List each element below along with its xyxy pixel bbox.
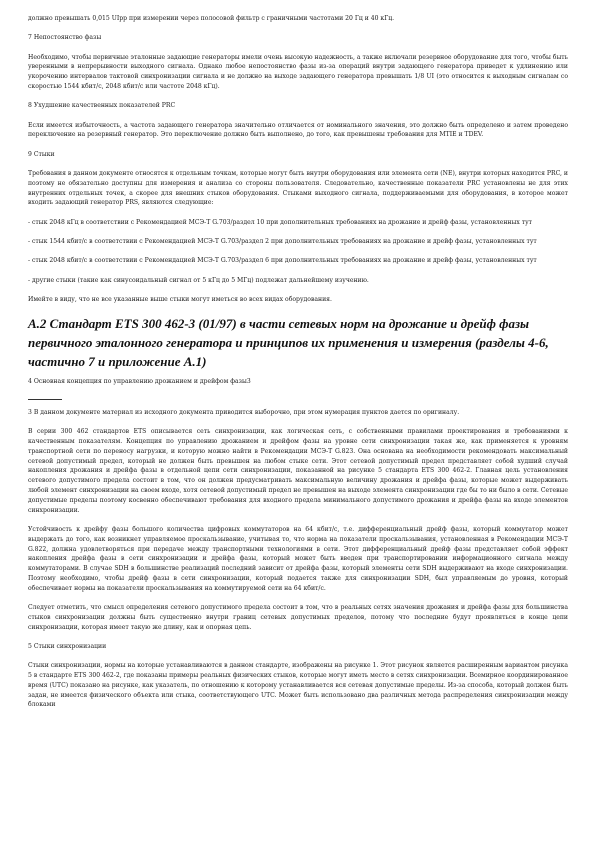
footnote: 3 В данном документе материал из исходного документа приводится выборочно, при этом нумерация пунктов дается по оригиналу. [28,408,460,416]
paragraph-9: Требования в данном документе относятся к отдельным точкам, которые могут быть внутри оборудования или элемента сети (NE), внутри которых находится PRC, и поэтому не обязательно доступны для измерения и анализа со стороны пользователя. Следовательно, качественные показатели PRC установлены не для этих внутренних отдельных точек, а скорее для внешних стыков оборудования. Стыками выходного сигнала, поддерживаемыми для оборудования, в которое может входить задающий генератор PRS, являются следующие: [28,169,568,207]
annex-title: А.2 Стандарт ETS 300 462-3 (01/97) в части сетевых норм на дрожание и дрейф фазы первичного эталонного генератора и принципов их применения и измерения (разделы 4-6, частично 7 и приложение А.1) [28,316,549,370]
document-page [28,14,568,720]
paragraph-limits: Следует отметить, что смысл определения сетевого допустимого предела состоит в том, что в реальных сетях значения дрожания и дрейфа фазы для большинства стыков синхронизации должны быть существенно внутри границ сетевых допустимых пределов, потому что последние будут проявляться в конце цепи синхронизации, которая имеет такую же длину, как и опорная цепь. [28,603,568,631]
paragraph-8: Если имеется избыточность, а частота задающего генератора значительно отличается от номинального значения, это должно быть определено и затем проведено переключение на резервный генератор. Это переключение должно быть выполнено, до того, как превышены требования для MTIE и TDEV. [28,121,568,139]
section-heading-8: 8 Ухудшение качественных показателей PRC [28,102,176,110]
paragraph-7: Необходимо, чтобы первичные эталонные задающие генераторы имели очень высокую надежность, а также включали резервное оборудование для того, чтобы быть уверенными в непрерывности выходного сигнала. Однако любое непостоянство фазы из-за операций внутри задающего генератора приведет к удлинению или укорочению интервалов тактовой синхронизации сигнала и не должно на выходе задающего генератора превышать 1/8 UI (это относится к выходным сигналам со скоростью 1544 кбит/с, 2048 кбит/с или частоте 2048 кГц). [28,53,568,90]
bullet-item: - другие стыки (такие как синусоидальный сигнал от 5 кГц до 5 МГц) подлежат дальнейшему изучению. [28,276,369,284]
bullet-item: - стык 1544 кбит/с в соответствии с Рекомендацией МСЭ-Т G.703/раздел 2 при дополнительных требованиях на дрожание и дрейф фазы, установленных тут [28,237,537,245]
section-heading-5: 5 Стыки синхронизации [28,642,107,650]
paragraph-intro: должно превышать 0,015 UIpp при измерении через полосовой фильтр с граничными частотами 20 Гц и 40 кГц. [28,15,395,22]
section-heading-7: 7 Непостоянство фазы [28,34,102,42]
paragraph-interfaces: Стыки синхронизации, нормы на которые устанавливаются в данном стандарте, изображены на рисунке 1. Этот рисунок является расширенным вариантом рисунка 5 в стандарте ETS 300 462-2, где показаны примеры реальных физических стыков, которые могут иметь место в сетях синхронизации. Всемирное координированное время (UTC) показано на рисунке, как указатель, по отношению к которому устанавливается вся сетевая допустимые пределы. Из-за способа, который должен быть задан, не имеется физического объекта или стыка, соответствующего UTC. Может быть использовано два различных метода распределения синхронизации между блоками [28,662,568,709]
section-heading-9: 9 Стыки [28,150,55,158]
paragraph-note: Имейте в виду, что не все указанные выше стыки могут иметься во всех видах оборудования. [28,295,332,303]
bullet-item: - стык 2048 кбит/с в соответствии с Рекомендацией МСЭ-Т G.703/раздел 6 при дополнительных требованиях на дрожание и дрейф фазы, установленных тут [28,257,537,265]
footnote-separator [28,399,62,400]
section-heading-4: 4 Основная концепция по управлению дрожанием и дрейфом фазы3 [28,378,251,386]
paragraph-concept: В серии 300 462 стандартов ETS описывается сеть синхронизации, как логическая сеть, с собственными правилами проектирования и требованиями к качественным показателям. Концепция по управлению дрожанием и дрейфом фазы на уровне сети синхронизации такая же, как применяется к уровням транспортной сети по переносу нагрузки, и которую можно найти в Рекомендации МСЭ-Т G.823. Она основана на необходимости рекомендовать максимальный сетевой допустимый предел, который не должен быть превышен на любом стыке сети. Этот сетевой допустимый предел представляет собой худший случай накопления дрожания и дрейфа фазы в отдельной цепи сети синхронизации, показанной на рисунке 5 стандарта ETS 300 462-2. Главная цель установления сетевого допустимого предела состоит в том, что он должен предусматривать максимальную величину дрожания и дрейфа фазы, которые может выдерживать любой элемент синхронизации на своем входе, хотя сетевой допустимый предел не превышен на выходе элемента синхронизации где бы то ни было в сети. Сетевые допустимые пределы поэтому косвенно обеспечивают требования для входного предела минимального допустимого дрожания и дрейфа фазы на входе элементов синхронизации. [28,428,568,514]
paragraph-wander: Устойчивость к дрейфу фазы большого количества цифровых коммутаторов на 64 кбит/с, т.е. дифференциальный дрейф фазы, который коммутатор может выдержать до того, как возникнет управляемое проскальзывание, учитывая то, что норма на показатели проскальзывания, установленная в Рекомендации МСЭ-Т G.822, должна удовлетворяться при передаче между транспортными технологиями в сети. Этот дифференциальный дрейф фазы представляет собой эффект накопления дрейфа фазы в сети синхронизации и дрейфа фазы, который может быть введен при транспортировании информационного сигнала между коммутаторами. В случае SDH в большинстве реализаций последний зависит от дрейфа фазы, который элементы сети SDH выдерживают на входе синхронизации. Поэтому необходимо, чтобы дрейф фазы в сети синхронизации, который подается также для синхронизации SDH, был управляемым до уровня, который обеспечивает нормы на показатели проскальзывания на коммутируемой сети на 64 кбит/с. [28,525,568,592]
bullet-item: - стык 2048 кГц в соответствии с Рекомендацией МСЭ-Т G.703/раздел 10 при дополнительных требованиях на дрожание и дрейф фазы, установленных тут [28,218,533,226]
